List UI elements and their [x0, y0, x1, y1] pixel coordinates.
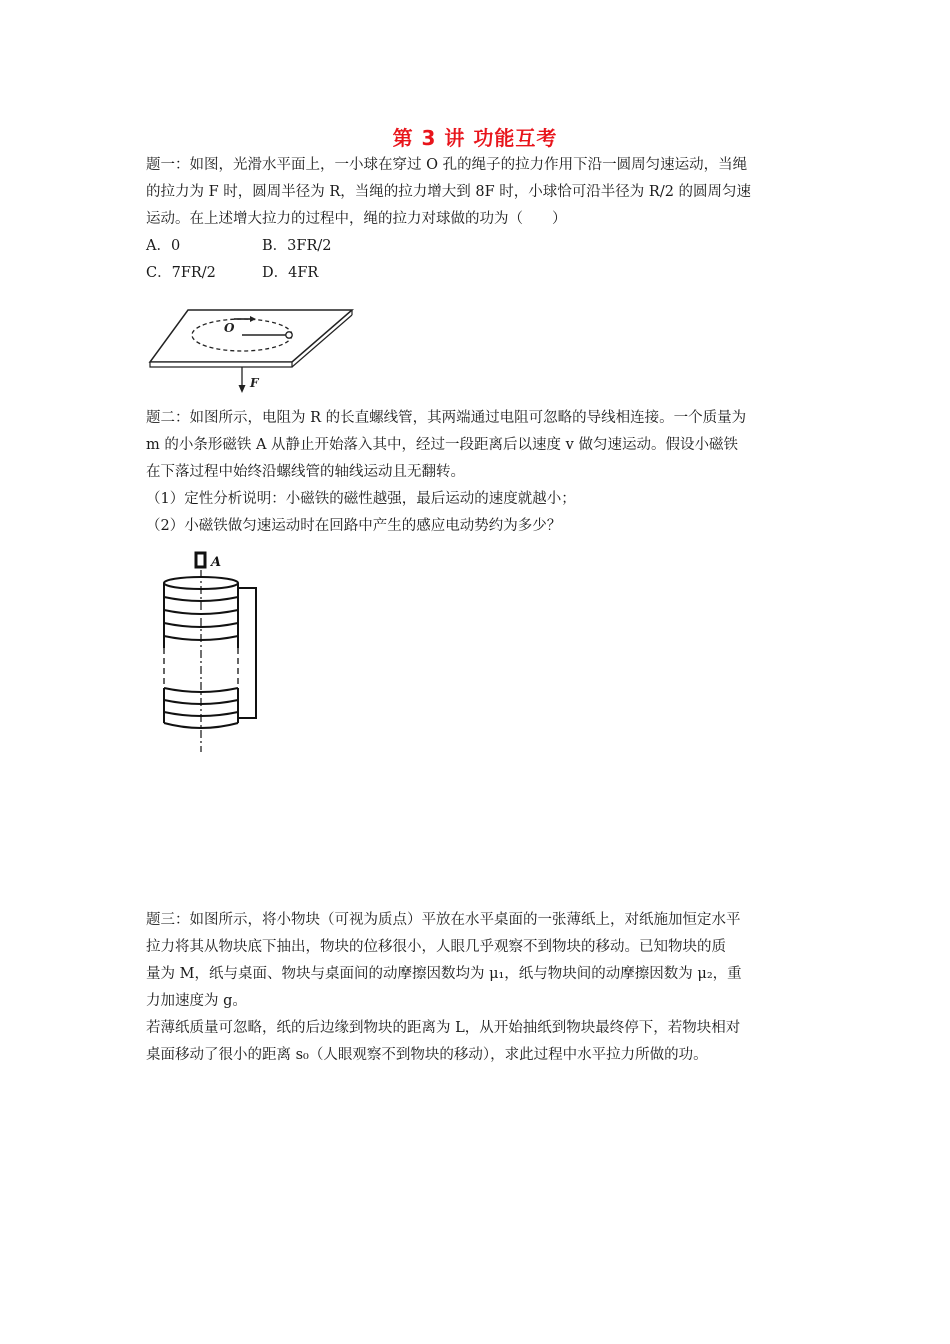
force-arrow-head-icon — [239, 385, 246, 393]
magnet-label: A — [211, 555, 222, 570]
question-3-line: 题三：如图所示，将小物块（可视为质点）平放在水平桌面的一张薄纸上，对纸施加恒定水平 — [146, 912, 741, 928]
force-label: F — [250, 376, 259, 390]
question-3-line: 量为 M，纸与桌面、物块与桌面间的动摩擦因数均为 μ₁，纸与物块间的动摩擦因数为 μ₂，重 — [146, 966, 742, 982]
question-2 — [146, 405, 810, 540]
question-1-line: 运动。在上述增大拉力的过程中，绳的拉力对球做的功为（ ） — [146, 211, 567, 227]
question-2-line: （2）小磁铁做匀速运动时在回路中产生的感应电动势约为多少？ — [146, 518, 562, 534]
question-3-line: 力加速度为 g。 — [146, 993, 247, 1009]
question-3-line: 若薄纸质量可忽略，纸的后边缘到物块的距离为 L，从开始抽纸到物块最终停下，若物块相对 — [146, 1020, 741, 1036]
ball — [286, 332, 292, 338]
connecting-wire — [238, 588, 256, 718]
page-title: 第 3 讲 功能互考 — [392, 126, 558, 150]
center-label: O — [224, 321, 235, 335]
question-2-line: 题二：如图所示，电阻为 R 的长直螺线管，其两端通过电阻可忽略的导线相连接。一个质量为 — [146, 410, 747, 426]
question-3-line: 拉力将其从物块底下抽出，物块的位移很小，人眼几乎观察不到物块的移动。已知物块的质 — [146, 939, 726, 955]
question-2-line: m 的小条形磁铁 A 从静止开始落入其中，经过一段距离后以速度 v 做匀速运动。假设小磁铁 — [146, 437, 738, 453]
option-b: B．3FR/2 — [262, 238, 332, 254]
question-1 — [146, 152, 810, 287]
question-3-line: 桌面移动了很小的距离 s₀（人眼观察不到物块的移动），求此过程中水平拉力所做的功。 — [146, 1047, 708, 1063]
question-2-line: 在下落过程中始终沿螺线管的轴线运动且无翻转。 — [146, 464, 465, 480]
option-c: C．7FR/2 — [146, 265, 216, 281]
plane-edge — [150, 362, 292, 367]
question-1-line: 题一：如图，光滑水平面上，一小球在穿过 O 孔的绳子的拉力作用下沿一圆周匀速运动，当绳 — [146, 157, 748, 173]
magnet — [196, 553, 205, 567]
option-row — [146, 233, 810, 260]
plane-edge-side — [292, 315, 352, 367]
option-a: A．0 — [146, 238, 181, 254]
figure-plane-circle — [146, 305, 356, 395]
option-d: D．4FR — [262, 265, 319, 281]
question-2-line: （1）定性分析说明：小磁铁的磁性越强，最后运动的速度就越小； — [146, 491, 576, 507]
question-3 — [146, 907, 810, 1069]
question-1-line: 的拉力为 F 时，圆周半径为 R，当绳的拉力增大到 8F 时，小球恰可沿半径为 R/2 的圆周匀速 — [146, 184, 752, 200]
figure-solenoid — [155, 548, 265, 754]
option-row — [146, 260, 810, 287]
